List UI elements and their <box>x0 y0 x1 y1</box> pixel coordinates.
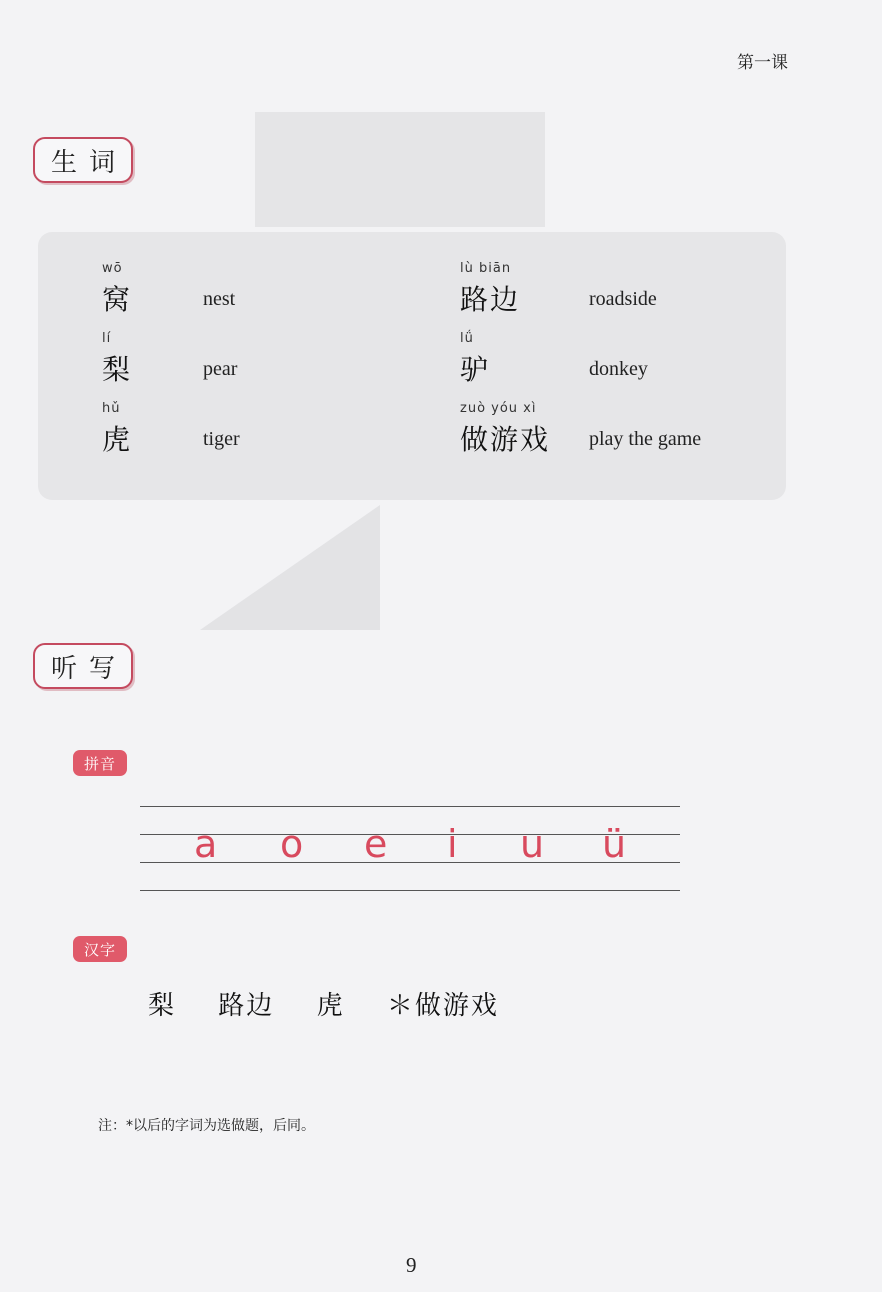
vocab-pinyin: zuò yóu xì <box>460 401 537 416</box>
vocab-pinyin: wō <box>102 261 123 276</box>
vowel: a <box>194 822 218 866</box>
lesson-header: 第一课 <box>737 53 788 73</box>
vocab-hanzi: 虎 <box>102 423 133 456</box>
vocab-pinyin: lù biān <box>460 261 512 276</box>
vocab-hanzi: 窝 <box>102 283 133 316</box>
vocab-hanzi: 梨 <box>102 353 133 386</box>
vocabulary-section-title: 生词 <box>33 137 133 183</box>
dictation-word: ＊做游戏 <box>386 991 499 1021</box>
vocab-english: roadside <box>589 288 657 310</box>
vowel: i <box>447 822 458 866</box>
vocab-pinyin: hǔ <box>102 401 121 416</box>
dictation-word: 梨 <box>148 991 177 1021</box>
writing-line <box>140 806 680 807</box>
dictation-word: 路边 <box>218 991 275 1021</box>
vocabulary-panel <box>38 232 786 500</box>
vocab-english: play the game <box>589 428 702 450</box>
vocab-hanzi: 驴 <box>460 353 491 386</box>
hanzi-label: 汉字 <box>73 936 127 962</box>
vocab-english: tiger <box>203 428 240 450</box>
vowel: e <box>364 822 388 866</box>
vocab-pinyin: lǘ <box>460 331 474 346</box>
vowel: ü <box>602 822 627 866</box>
pinyin-label: 拼音 <box>73 750 127 776</box>
dictation-word-list <box>148 985 533 1022</box>
background-show-through <box>255 112 545 227</box>
vocab-english: donkey <box>589 358 648 380</box>
footnote: 注：*以后的字词为选做题，后同。 <box>98 1118 315 1134</box>
dictation-word: 虎 <box>316 991 345 1021</box>
vowel: u <box>520 822 545 866</box>
vowel: o <box>280 822 304 866</box>
vocab-hanzi: 路边 <box>460 283 521 316</box>
writing-line <box>140 890 680 891</box>
vocab-hanzi: 做游戏 <box>460 423 551 456</box>
vocab-pinyin: lí <box>102 331 112 346</box>
background-show-through-shape <box>200 505 380 630</box>
vocab-english: pear <box>203 358 238 380</box>
page-number: 9 <box>406 1253 417 1277</box>
pinyin-vowels <box>140 822 680 872</box>
dictation-section-title: 听写 <box>33 643 133 689</box>
vocab-english: nest <box>203 288 236 310</box>
